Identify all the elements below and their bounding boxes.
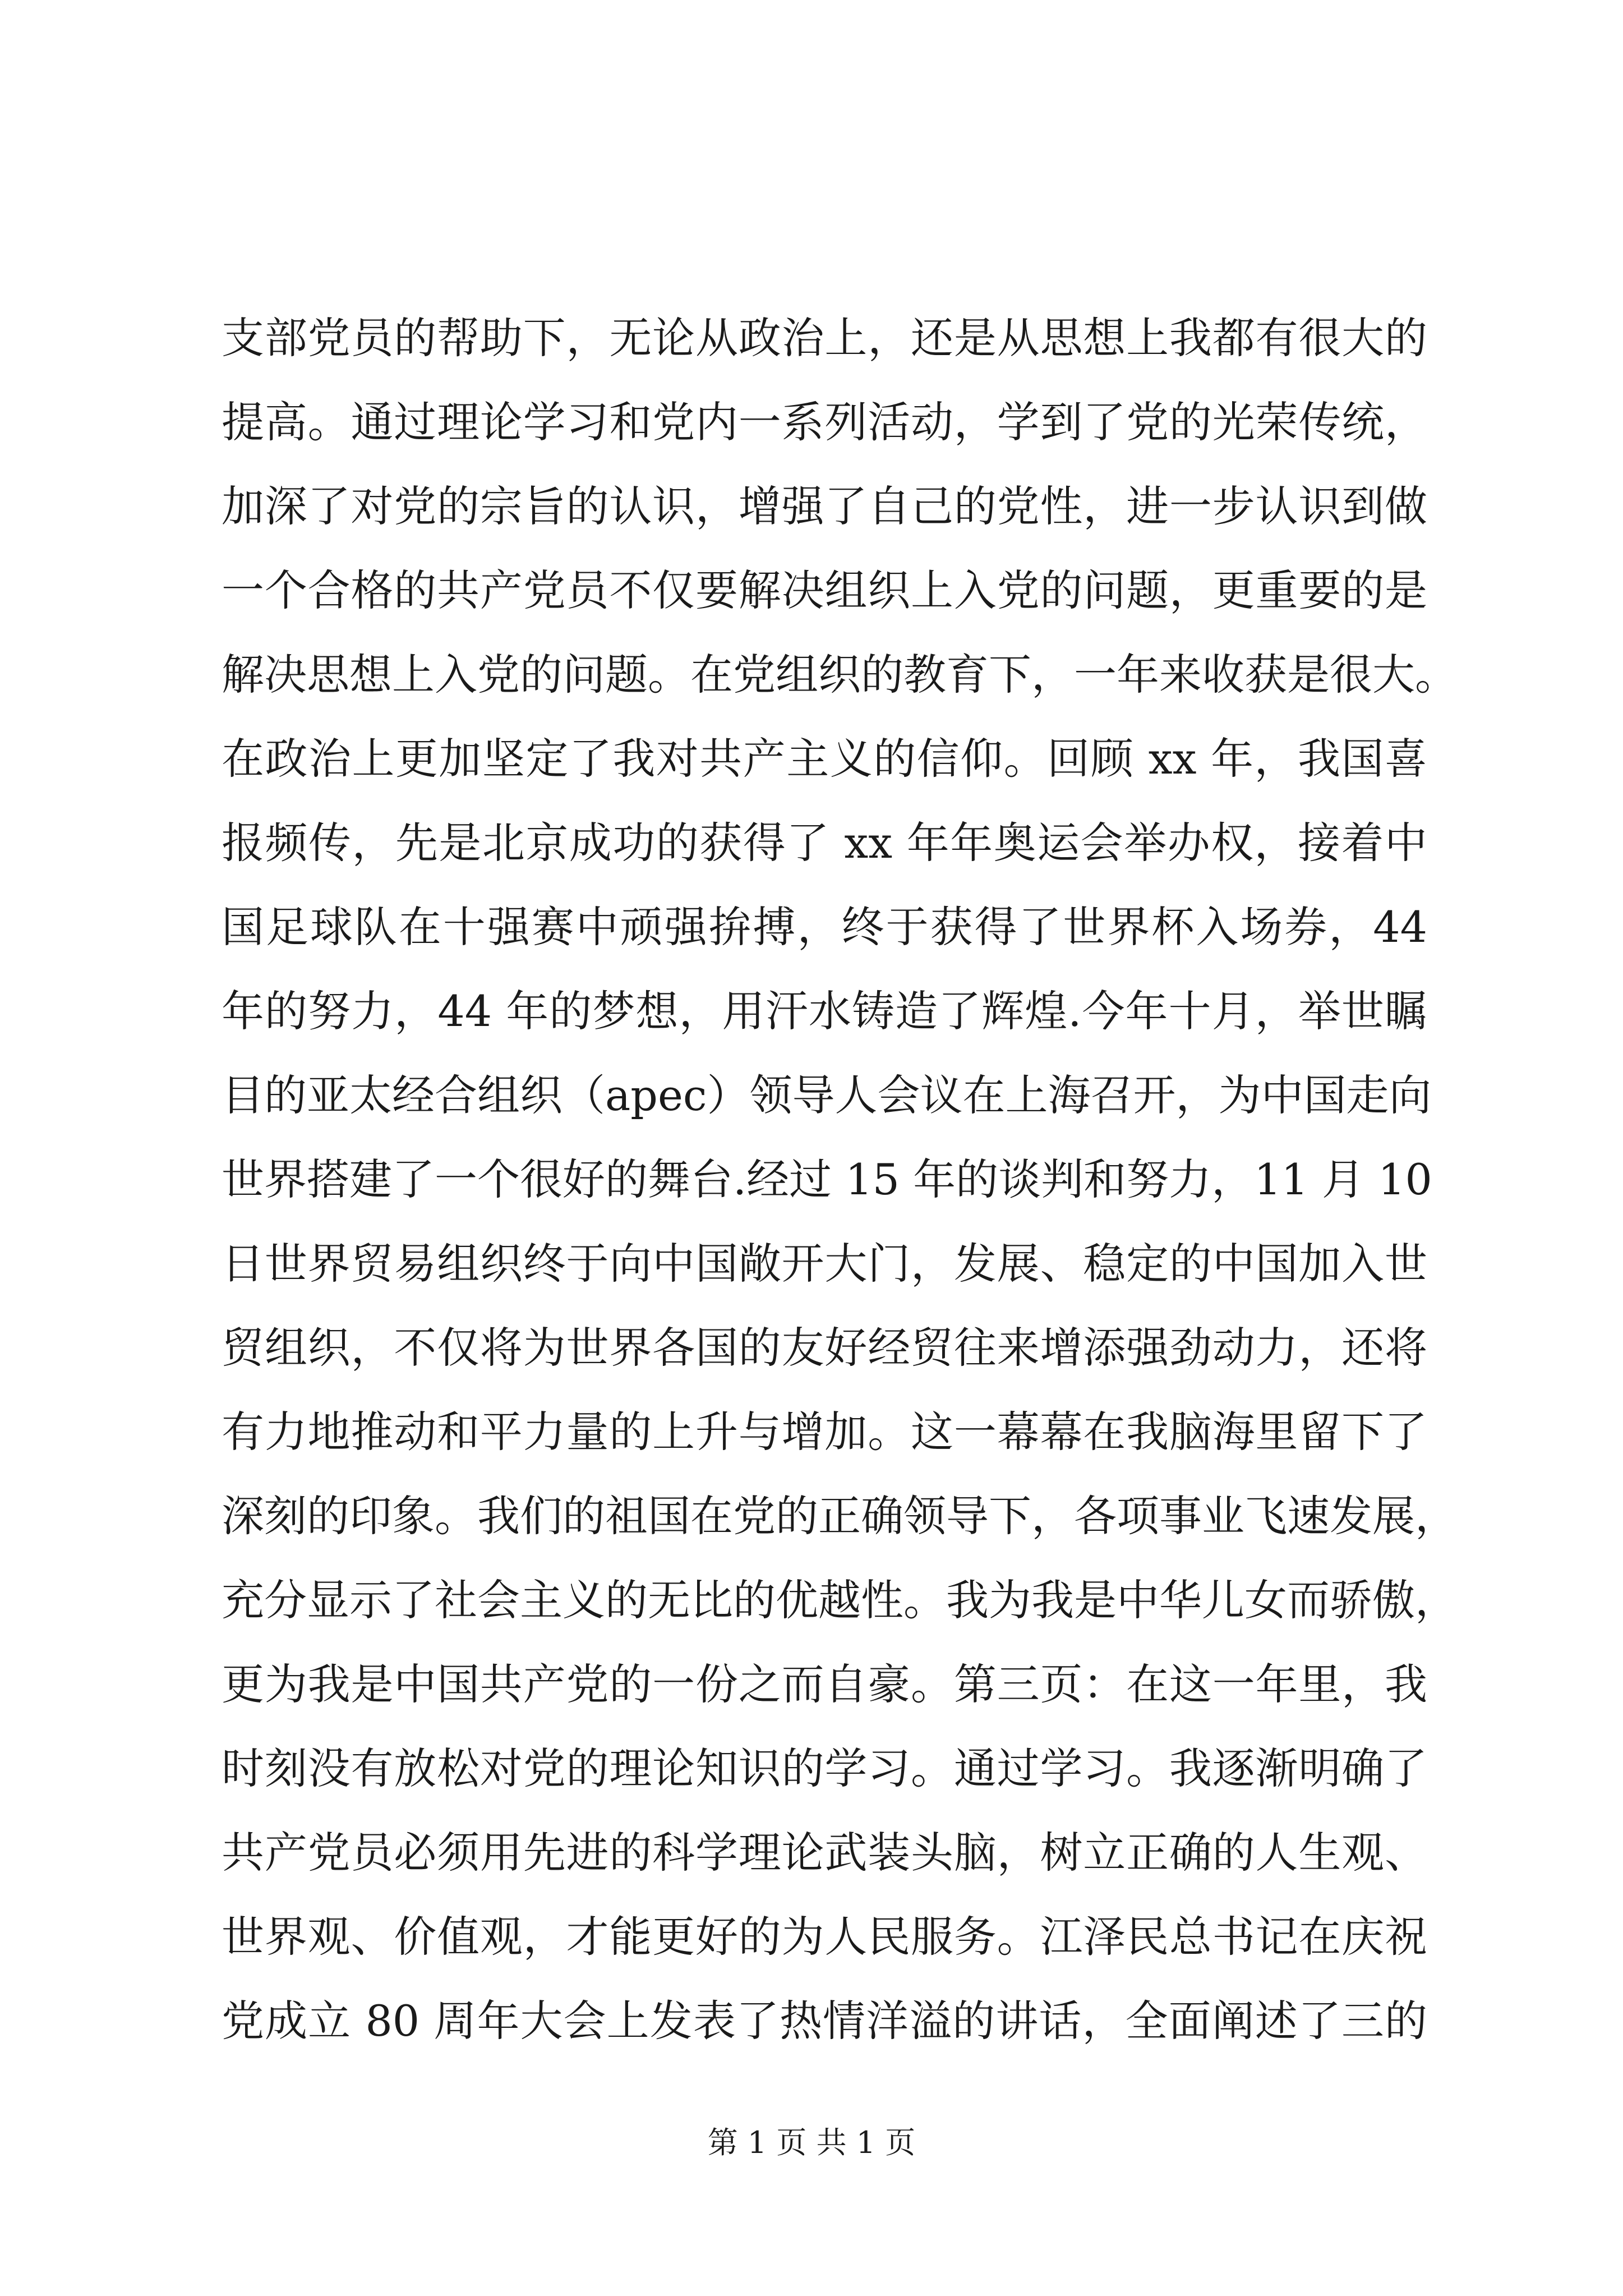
text-line: 国足球队在十强赛中顽强拚搏，终于获得了世界杯入场券，44 (222, 902, 1427, 952)
text-line: 有力地推动和平力量的上升与增加。这一幕幕在我脑海里留下了 (222, 1407, 1427, 1457)
text-line: 充分显示了社会主义的无比的优越性。我为我是中华儿女而骄傲， (222, 1575, 1458, 1625)
text-line: 更为我是中国共产党的一份之而自豪。第三页：在这一年里，我 (222, 1659, 1427, 1709)
text-line: 日世界贸易组织终于向中国敞开大门，发展、稳定的中国加入世 (222, 1239, 1427, 1289)
text-line: 深刻的印象。我们的祖国在党的正确领导下，各项事业飞速发展， (222, 1491, 1458, 1541)
text-line: 共产党员必须用先进的科学理论武装头脑，树立正确的人生观、 (222, 1828, 1427, 1878)
text-line: 世界观、价值观，才能更好的为人民服务。江泽民总书记在庆祝 (222, 1912, 1427, 1962)
text-line: 党成立 80 周年大会上发表了热情洋溢的讲话，全面阐述了三的 (222, 1996, 1427, 2046)
text-line: 报频传，先是北京成功的获得了 xx 年年奥运会举办权，接着中 (222, 818, 1427, 868)
text-line: 加深了对党的宗旨的认识，增强了自己的党性，进一步认识到做 (222, 481, 1427, 531)
text-line: 年的努力，44 年的梦想，用汗水铸造了辉煌.今年十月，举世瞩 (222, 986, 1427, 1036)
text-line: 在政治上更加坚定了我对共产主义的信仰。回顾 xx 年，我国喜 (222, 734, 1427, 784)
text-line: 解决思想上入党的问题。在党组织的教育下，一年来收获是很大。 (222, 650, 1458, 700)
page-footer (0, 2120, 1623, 2165)
text-line: 支部党员的帮助下，无论从政治上，还是从思想上我都有很大的 (222, 313, 1427, 363)
text-line: 目的亚太经合组织（apec）领导人会议在上海召开，为中国走向 (222, 1070, 1432, 1120)
text-line: 提高。通过理论学习和党内一系列活动，学到了党的光荣传统， (222, 397, 1427, 447)
body-text (222, 296, 1458, 2063)
page-number: 第 1 页 共 1 页 (707, 2125, 916, 2160)
text-line: 一个合格的共产党员不仅要解决组织上入党的问题，更重要的是 (222, 565, 1427, 615)
text-line: 世界搭建了一个很好的舞台.经过 15 年的谈判和努力，11 月 10 (222, 1154, 1432, 1204)
text-line: 时刻没有放松对党的理论知识的学习。通过学习。我逐渐明确了 (222, 1743, 1427, 1793)
text-line: 贸组织，不仅将为世界各国的友好经贸往来增添强劲动力，还将 (222, 1323, 1427, 1373)
